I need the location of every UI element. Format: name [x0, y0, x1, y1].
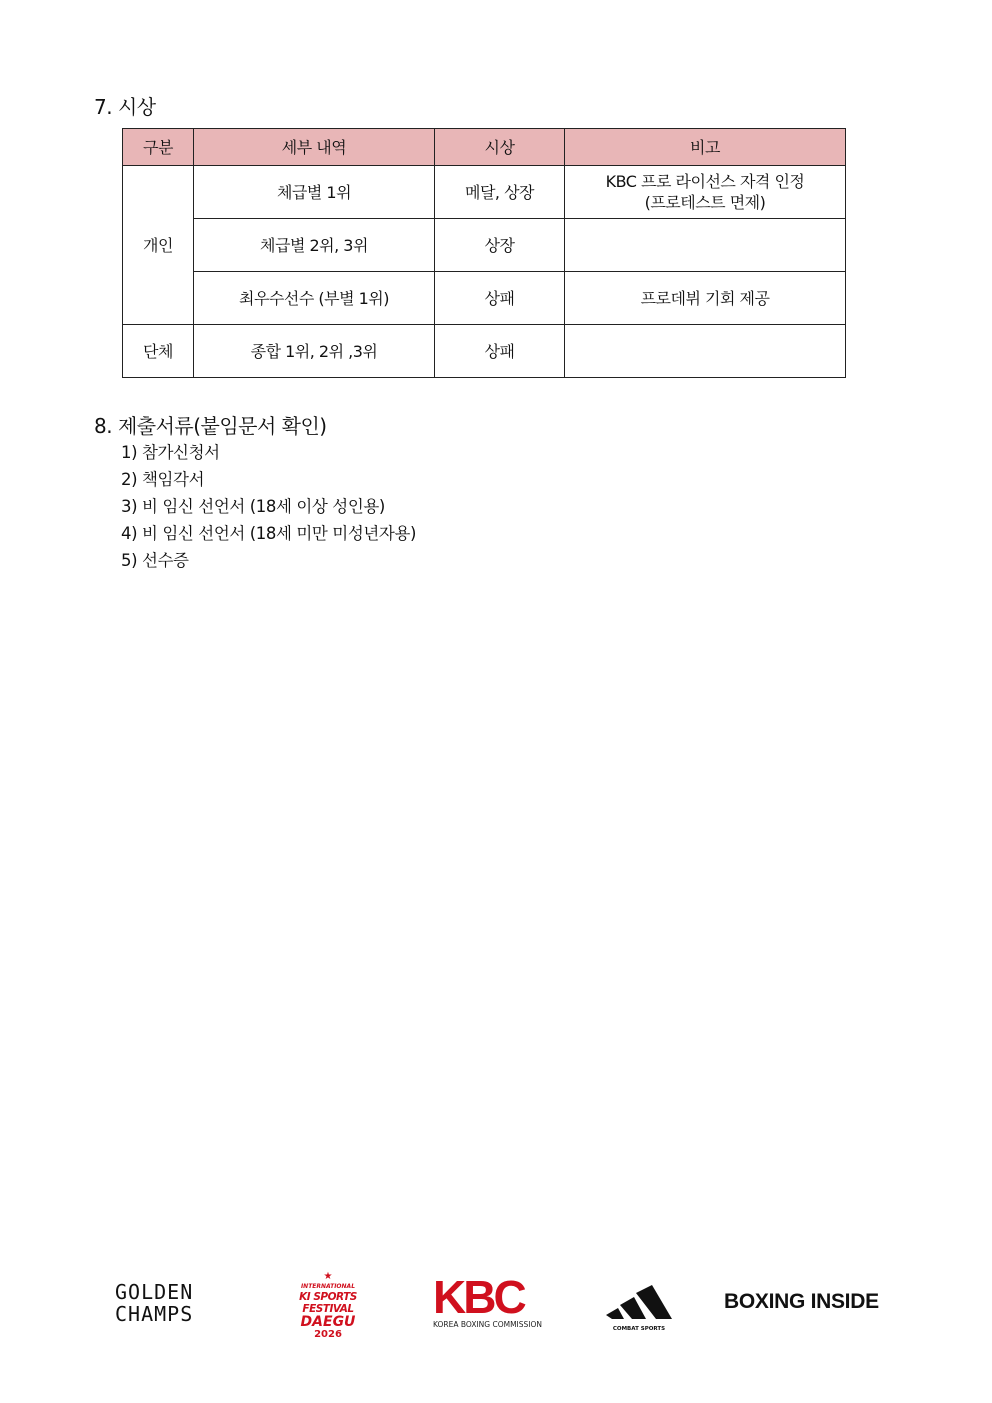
logo-text: CHAMPS [115, 1302, 194, 1326]
logo-text: INTERNATIONAL [300, 1283, 356, 1290]
header-detail: 세부 내역 [194, 129, 435, 166]
award-table [122, 128, 846, 378]
table-row [123, 325, 846, 378]
list-item: 1) 참가신청서 [121, 443, 220, 462]
detail-cell: 체급별 1위 [194, 166, 435, 219]
note-cell [565, 325, 846, 378]
note-cell: 프로데뷔 기회 제공 [565, 272, 846, 325]
award-cell: 상패 [435, 325, 565, 378]
logo-text: COMBAT SPORTS [612, 1326, 666, 1332]
header-award: 시상 [435, 129, 565, 166]
detail-cell: 체급별 2위, 3위 [194, 219, 435, 272]
group-individual: 개인 [123, 166, 194, 325]
award-cell: 메달, 상장 [435, 166, 565, 219]
note-cell [565, 219, 846, 272]
list-item: 5) 선수증 [121, 551, 189, 570]
kbc-logo [433, 1271, 543, 1330]
logo-text: GOLDEN [115, 1280, 194, 1304]
logo-mark: KBC [433, 1271, 524, 1323]
ki-sports-festival-logo [272, 1272, 384, 1340]
note-line: (프로테스트 면제) [644, 193, 766, 212]
header-category: 구분 [123, 129, 194, 166]
adidas-stripes-icon [604, 1275, 674, 1321]
logo-text: KOREA BOXING COMMISSION [433, 1320, 543, 1329]
table-header-row [123, 129, 846, 166]
group-team: 단체 [123, 325, 194, 378]
document-list [121, 441, 416, 576]
note-line: KBC 프로 라이선스 자격 인정 [605, 172, 805, 191]
boxing-inside-logo: BOXING INSIDE [724, 1290, 879, 1313]
star-icon: ★ [323, 1271, 333, 1282]
logo-text: 2026 [314, 1329, 342, 1340]
golden-champs-logo [115, 1281, 193, 1325]
table-row [123, 166, 846, 219]
adidas-combat-sports-logo [604, 1275, 674, 1333]
detail-cell: 종합 1위, 2위 ,3위 [194, 325, 435, 378]
award-cell: 상패 [435, 272, 565, 325]
table-row [123, 272, 846, 325]
note-cell [565, 166, 846, 219]
list-item: 4) 비 임신 선언서 (18세 미만 미성년자용) [121, 524, 417, 543]
section-7-title: 7. 시상 [94, 95, 156, 119]
table-row [123, 219, 846, 272]
logo-text: DAEGU [300, 1314, 356, 1330]
header-note: 비고 [565, 129, 846, 166]
award-cell: 상장 [435, 219, 565, 272]
section-8-title: 8. 제출서류(붙임문서 확인) [94, 414, 327, 438]
list-item: 3) 비 임신 선언서 (18세 이상 성인용) [121, 497, 385, 516]
list-item: 2) 책임각서 [121, 470, 205, 489]
detail-cell: 최우수선수 (부별 1위) [194, 272, 435, 325]
logo-text: KI SPORTS FESTIVAL [299, 1291, 357, 1315]
